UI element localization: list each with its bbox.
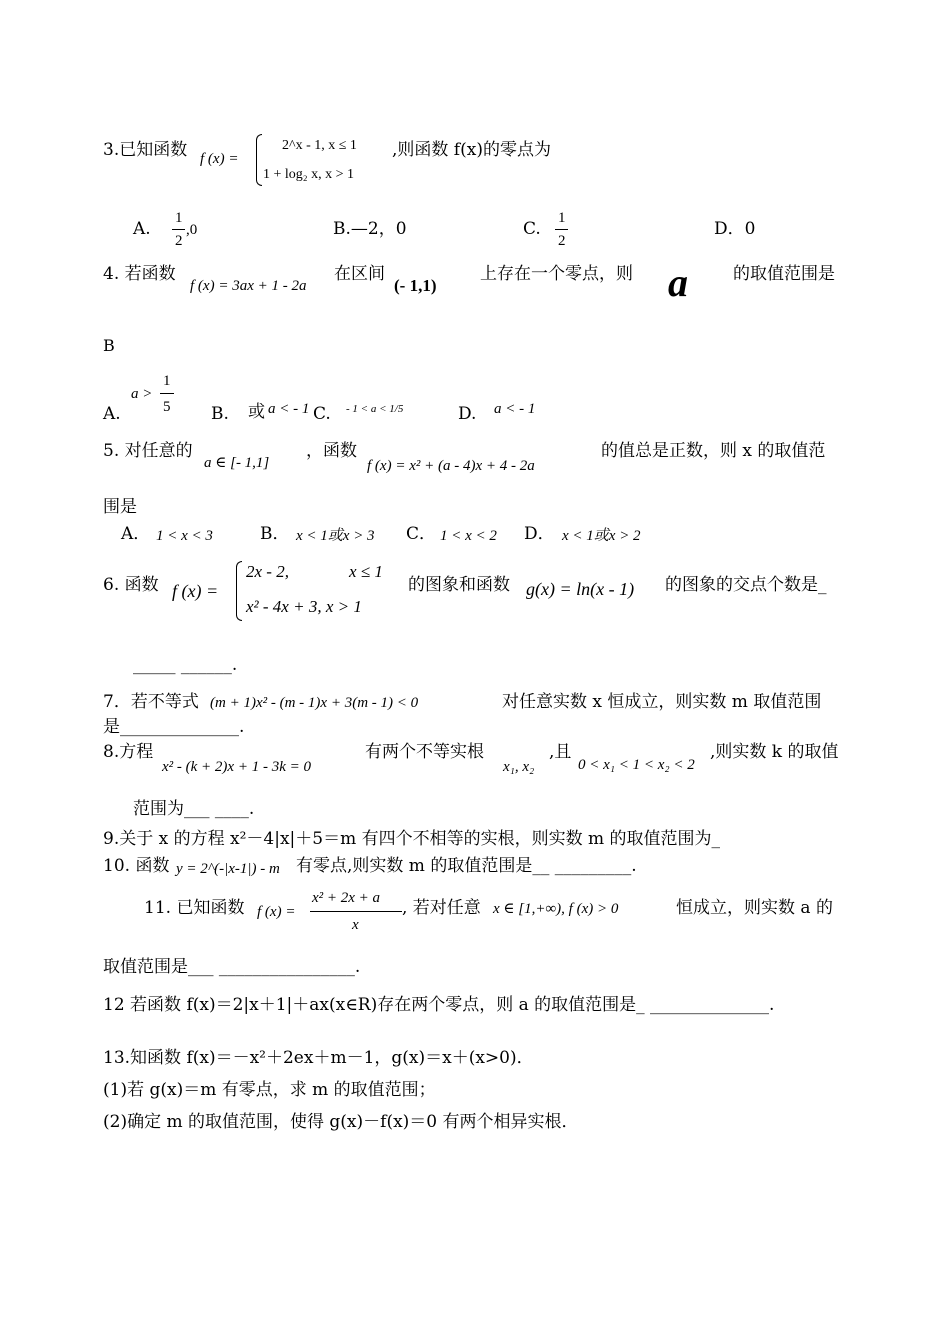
q8-mid2: ,且 [549,742,572,762]
q4-mid2: 上存在一个零点，则 [480,264,633,284]
q6-mid: 的图象和函数 [408,575,510,595]
q11-fx: f (x) = [257,904,296,920]
q3-option-b: B.—2，0 [333,219,407,239]
q13-line2: (1)若 g(x)＝m 有零点，求 m 的取值范围； [103,1080,436,1100]
q4-option-c-label: C. [313,404,331,424]
q8-line2: 范围为___ ____. [133,799,255,819]
q6-blank: _____ ______. [133,655,238,675]
q4-suffix: 的取值范围是 [733,264,835,284]
q3-option-d: D．0 [714,219,756,239]
q5-option-a-label: A． [121,524,151,544]
q4-mid: 在区间 [334,264,385,284]
q6-gx: g(x) = ln(x - 1) [526,579,635,599]
q5-condition: a ∈ [- 1,1] [204,455,270,471]
q3-option-c-label: C. [523,219,541,239]
q5-option-b-label: B． [260,524,290,544]
q13-line3: (2)确定 m 的取值范围，使得 g(x)－f(x)＝0 有两个相异实根． [103,1112,579,1132]
q3-case2: 1 + log₂ x, x > 1 [263,167,355,182]
q6-prefix: 6. 函数 [103,575,159,595]
q11-mid: , 若对任意 [402,898,481,918]
q4-fx: f (x) = 3ax + 1 - 2a [190,278,307,294]
q3-option-c-fraction-line [555,229,568,230]
q10-fx: y = 2^(-|x-1|) - m [176,861,280,877]
q8-roots: x₁, x₂ [503,759,535,775]
q6-case1a: 2x - 2, [246,562,289,581]
q5-line2: 围是 [103,497,137,517]
q4-option-a-fraction-line [160,393,174,394]
q6-case1b: x ≤ 1 [349,562,383,581]
q5-option-c-math: 1 < x < 2 [440,528,497,544]
q13-line1: 13.知函数 f(x)＝－x²＋2ex＋m－1，g(x)＝x＋(x>0)． [103,1048,534,1068]
q11-fraction-line [310,911,402,912]
q3-brace [256,134,262,186]
q4-option-a-top: a > [131,386,153,402]
q5-option-b-math: x < 1或x > 3 [296,528,375,544]
q4-option-b-label: B. [211,404,229,424]
q3-option-a-fraction-line [172,229,185,230]
q5-option-c-label: C． [406,524,437,544]
q11-suffix: 恒成立，则实数 a 的 [676,898,833,918]
q4-option-b-math: a < - 1 [268,401,310,417]
q8-prefix: 8.方程 [103,742,154,762]
q7-line2: 是______________. [103,717,245,737]
q3-option-a-num: 1 [175,210,183,226]
q5-option-d-label: D． [524,524,555,544]
q4-option-a-label: A. [103,404,121,424]
q5-suffix: 的值总是正数，则 x 的取值范 [601,441,826,461]
q4-variable-a: a [668,260,688,305]
q11-numerator: x² + 2x + a [312,890,381,906]
q3-option-a-den: 2 [175,233,183,249]
q4-option-a-den: 5 [163,399,171,415]
q6-suffix: 的图象的交点个数是_ [665,575,827,595]
q5-prefix: 5. 对任意的 [103,441,193,461]
q11-prefix: 11. 已知函数 [144,898,245,918]
q4-prefix: 4. 若函数 [103,264,176,284]
q5-mid: ，函数 [306,441,357,461]
q4-option-c-math: - 1 < a < 1/5 [346,403,404,415]
q5-fx: f (x) = x² + (a - 4)x + 4 - 2a [367,458,535,474]
q3-case1: 2^x - 1, x ≤ 1 [282,138,357,153]
q3-fx: f (x) = [200,151,239,167]
q4-option-d-math: a < - 1 [494,401,536,417]
q7-suffix: 对任意实数 x 恒成立，则实数 m 取值范围 [502,692,822,712]
q7-inequality: (m + 1)x² - (m - 1)x + 3(m - 1) < 0 [210,695,419,711]
q8-suffix: ,则实数 k 的取值 [710,742,839,762]
q11-line2: 取值范围是___ ________________. [103,957,361,977]
q6-fx: f (x) = [172,581,219,601]
q4-option-b-text: 或 [248,402,265,422]
q8-equation: x² - (k + 2)x + 1 - 3k = 0 [162,759,311,775]
q3-option-c-den: 2 [558,233,566,249]
q10-suffix: 有零点,则实数 m 的取值范围是__ _________. [296,856,637,876]
q11-denominator: x [352,917,359,933]
question-12: 12 若函数 f(x)＝2|x＋1|＋ax(x∈R)存在两个零点，则 a 的取值范围是_ ______________. [103,995,775,1015]
q3-suffix: ,则函数 f(x)的零点为 [392,140,551,160]
q8-condition: 0 < x₁ < 1 < x₂ < 2 [578,757,695,773]
q4-option-d-label: D. [458,404,477,424]
q5-option-d-math: x < 1或x > 2 [562,528,641,544]
q6-brace [236,561,242,621]
q3-option-a-label: A. [133,219,151,239]
q6-case2: x² - 4x + 3, x > 1 [246,597,362,616]
q11-condition: x ∈ [1,+∞), f (x) > 0 [493,901,619,917]
q4-answer: B [103,336,115,355]
q3-option-c-num: 1 [558,210,566,226]
q4-option-a-num: 1 [163,373,171,389]
question-9: 9.关于 x 的方程 x²－4|x|＋5＝m 有四个不相等的实根，则实数 m 的取值范围为_ [103,829,721,849]
q10-prefix: 10. 函数 [103,856,170,876]
q5-option-a-math: 1 < x < 3 [156,528,213,544]
q3-prefix: 3.已知函数 [103,140,188,160]
q4-interval: (- 1,1) [394,276,437,295]
q8-mid: 有两个不等实根 [365,742,484,762]
q3-option-a-rest: ,0 [186,222,198,238]
q7-prefix: 7．若不等式 [103,692,199,712]
